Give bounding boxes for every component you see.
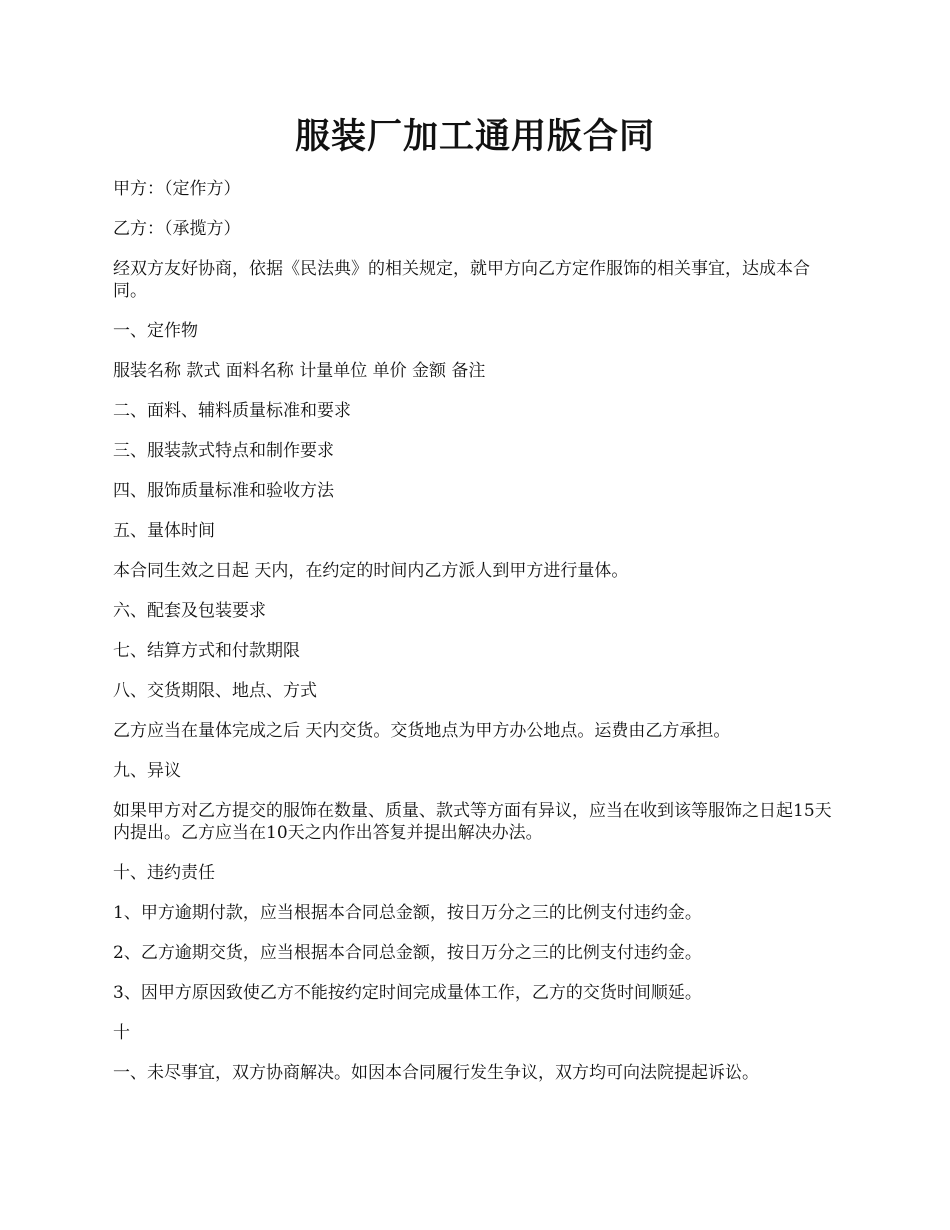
- section-heading: 一、定作物: [113, 321, 198, 341]
- item-columns-line: 服装名称 款式 面料名称 计量单位 单价 金额 备注: [113, 361, 486, 381]
- party-a-line: 甲方：（定作方）: [113, 179, 241, 199]
- section-heading-fragment: 十: [113, 1023, 130, 1043]
- party-b-line: 乙方：（承揽方）: [113, 219, 241, 239]
- clause-item: 1、甲方逾期付款，应当根据本合同总金额，按日万分之三的比例支付违约金。: [113, 903, 702, 923]
- section-heading: 六、配套及包装要求: [113, 601, 266, 621]
- document-title: 服装厂加工通用版合同: [294, 116, 655, 157]
- section-heading: 八、交货期限、地点、方式: [113, 681, 317, 701]
- clause-item: 2、乙方逾期交货，应当根据本合同总金额，按日万分之三的比例支付违约金。: [113, 943, 702, 963]
- section-heading: 四、服饰质量标准和验收方法: [113, 481, 334, 501]
- preamble-paragraph: 经双方友好协商，依据《民法典》的相关规定，就甲方向乙方定作服饰的相关事宜，达成本合同。: [113, 259, 810, 301]
- body-paragraph: 一、未尽事宜，双方协商解决。如因本合同履行发生争议，双方均可向法院提起诉讼。: [113, 1063, 759, 1083]
- section-heading: 二、面料、辅料质量标准和要求: [113, 401, 351, 421]
- section-heading: 三、服装款式特点和制作要求: [113, 441, 334, 461]
- section-heading: 九、异议: [113, 761, 181, 781]
- clause-item: 3、因甲方原因致使乙方不能按约定时间完成量体工作，乙方的交货时间顺延。: [113, 983, 702, 1003]
- body-paragraph: 乙方应当在量体完成之后 天内交货。交货地点为甲方办公地点。运费由乙方承担。: [113, 721, 731, 741]
- body-paragraph: 本合同生效之日起 天内，在约定的时间内乙方派人到甲方进行量体。: [113, 561, 629, 581]
- section-heading: 五、量体时间: [113, 521, 215, 541]
- document-body: [113, 178, 838, 1102]
- section-heading: 七、结算方式和付款期限: [113, 641, 300, 661]
- body-paragraph: 如果甲方对乙方提交的服饰在数量、质量、款式等方面有异议，应当在收到该等服饰之日起15天内提出。乙方应当在10天之内作出答复并提出解决办法。: [113, 801, 832, 843]
- section-heading: 十、违约责任: [113, 863, 215, 883]
